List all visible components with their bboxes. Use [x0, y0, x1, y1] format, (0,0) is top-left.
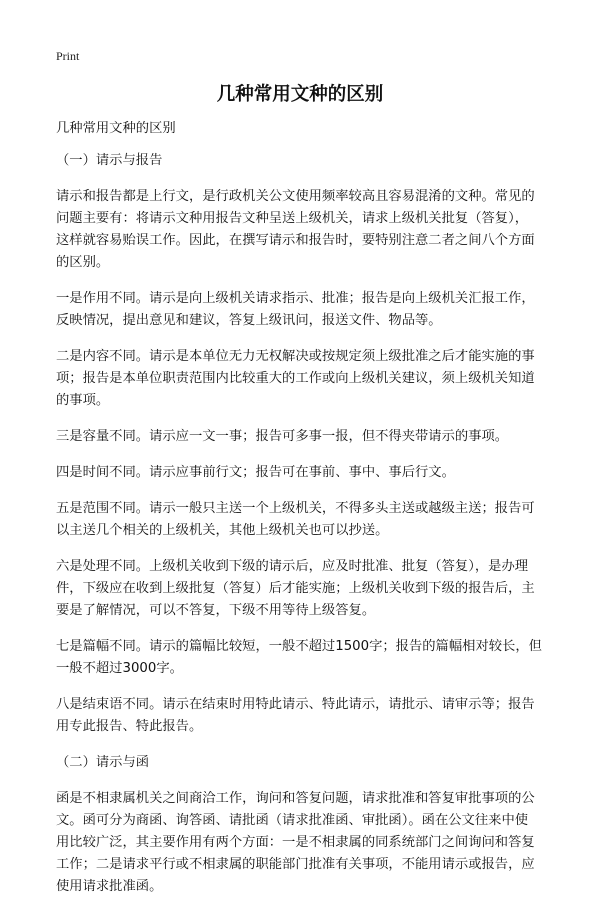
paragraph-line: 文。函可分为商函、询答函、请批函（请求批准函、审批函）。函在公文往来中使: [56, 813, 529, 828]
paragraph-line: 七是篇幅不同。请示的篇幅比较短，一般不超过1500字；报告的篇幅相对较长，但: [56, 639, 542, 654]
document-title: 几种常用文种的区别: [216, 84, 384, 105]
paragraph-2: [56, 288, 554, 332]
document-body: [56, 118, 554, 898]
paragraph-3: [56, 346, 554, 412]
paragraph-line: 四是时间不同。请示应事前行文；报告可在事前、事中、事后行文。: [56, 465, 455, 480]
paragraph-line: 六是处理不同。上级机关收到下级的请示后，应及时批准、批复（答复），是办理: [56, 559, 529, 574]
paragraph-5: [56, 462, 554, 484]
paragraph-line: 二是内容不同。请示是本单位无力无权解决或按规定须上级批准之后才能实施的事: [56, 349, 535, 364]
paragraph-7: [56, 556, 554, 622]
paragraph-line: 五是范围不同。请示一般只主送一个上级机关，不得多头主送或越级主送；报告可: [56, 501, 535, 516]
paragraph-line: 要是了解情况，可以不答复，下级不用等待上级答复。: [56, 603, 376, 618]
paragraph-10: [56, 788, 554, 898]
paragraph-line: 请示和报告都是上行文，是行政机关公文使用频率较高且容易混淆的文种。常见的: [56, 189, 535, 204]
paragraph-line: 三是容量不同。请示应一文一事；报告可多事一报，但不得夹带请示的事项。: [56, 429, 509, 444]
print-label: Print: [56, 49, 80, 63]
paragraph-line: 一是作用不同。请示是向上级机关请求指示、批准；报告是向上级机关汇报工作，: [56, 291, 535, 306]
document-subtitle: 几种常用文种的区别: [56, 121, 176, 136]
paragraph-6: [56, 498, 554, 542]
paragraph-line: 的事项。: [56, 393, 110, 408]
paragraph-line: 以主送几个相关的上级机关，其他上级机关也可以抄送。: [56, 523, 389, 538]
paragraph-1: [56, 186, 554, 274]
section-heading-1: （一）请示与报告: [56, 153, 163, 168]
paragraph-line: 项；报告是本单位职责范围内比较重大的工作或向上级机关建议，须上级机关知道: [56, 371, 535, 386]
paragraph-line: 这样就容易贻误工作。因此，在撰写请示和报告时，要特别注意二者之间八个方面: [56, 233, 535, 248]
paragraph-line: 使用请求批准函。: [56, 879, 163, 894]
paragraph-line: 一般不超过3000字。: [56, 661, 183, 676]
paragraph-line: 用专此报告、特此报告。: [56, 719, 203, 734]
section-heading-2: （二）请示与函: [56, 755, 150, 770]
paragraph-line: 的区别。: [56, 255, 110, 270]
paragraph-line: 用比较广泛，其主要作用有两个方面：一是不相隶属的同系统部门之间询问和答复: [56, 835, 535, 850]
paragraph-line: 工作；二是请求平行或不相隶属的职能部门批准有关事项，不能用请示或报告，应: [56, 857, 535, 872]
paragraph-4: [56, 426, 554, 448]
paragraph-line: 反映情况，提出意见和建议，答复上级讯问，报送文件、物品等。: [56, 313, 442, 328]
paragraph-line: 问题主要有：将请示文种用报告文种呈送上级机关，请求上级机关批复（答复），: [56, 211, 529, 226]
paragraph-8: [56, 636, 554, 680]
paragraph-line: 八是结束语不同。请示在结束时用特此请示、特此请示，请批示、请审示等；报告: [56, 697, 535, 712]
paragraph-9: [56, 694, 554, 738]
paragraph-line: 函是不相隶属机关之间商洽工作，询问和答复问题，请求批准和答复审批事项的公: [56, 791, 535, 806]
paragraph-line: 件，下级应在收到上级批复（答复）后才能实施；上级机关收到下级的报告后，主: [56, 581, 535, 596]
